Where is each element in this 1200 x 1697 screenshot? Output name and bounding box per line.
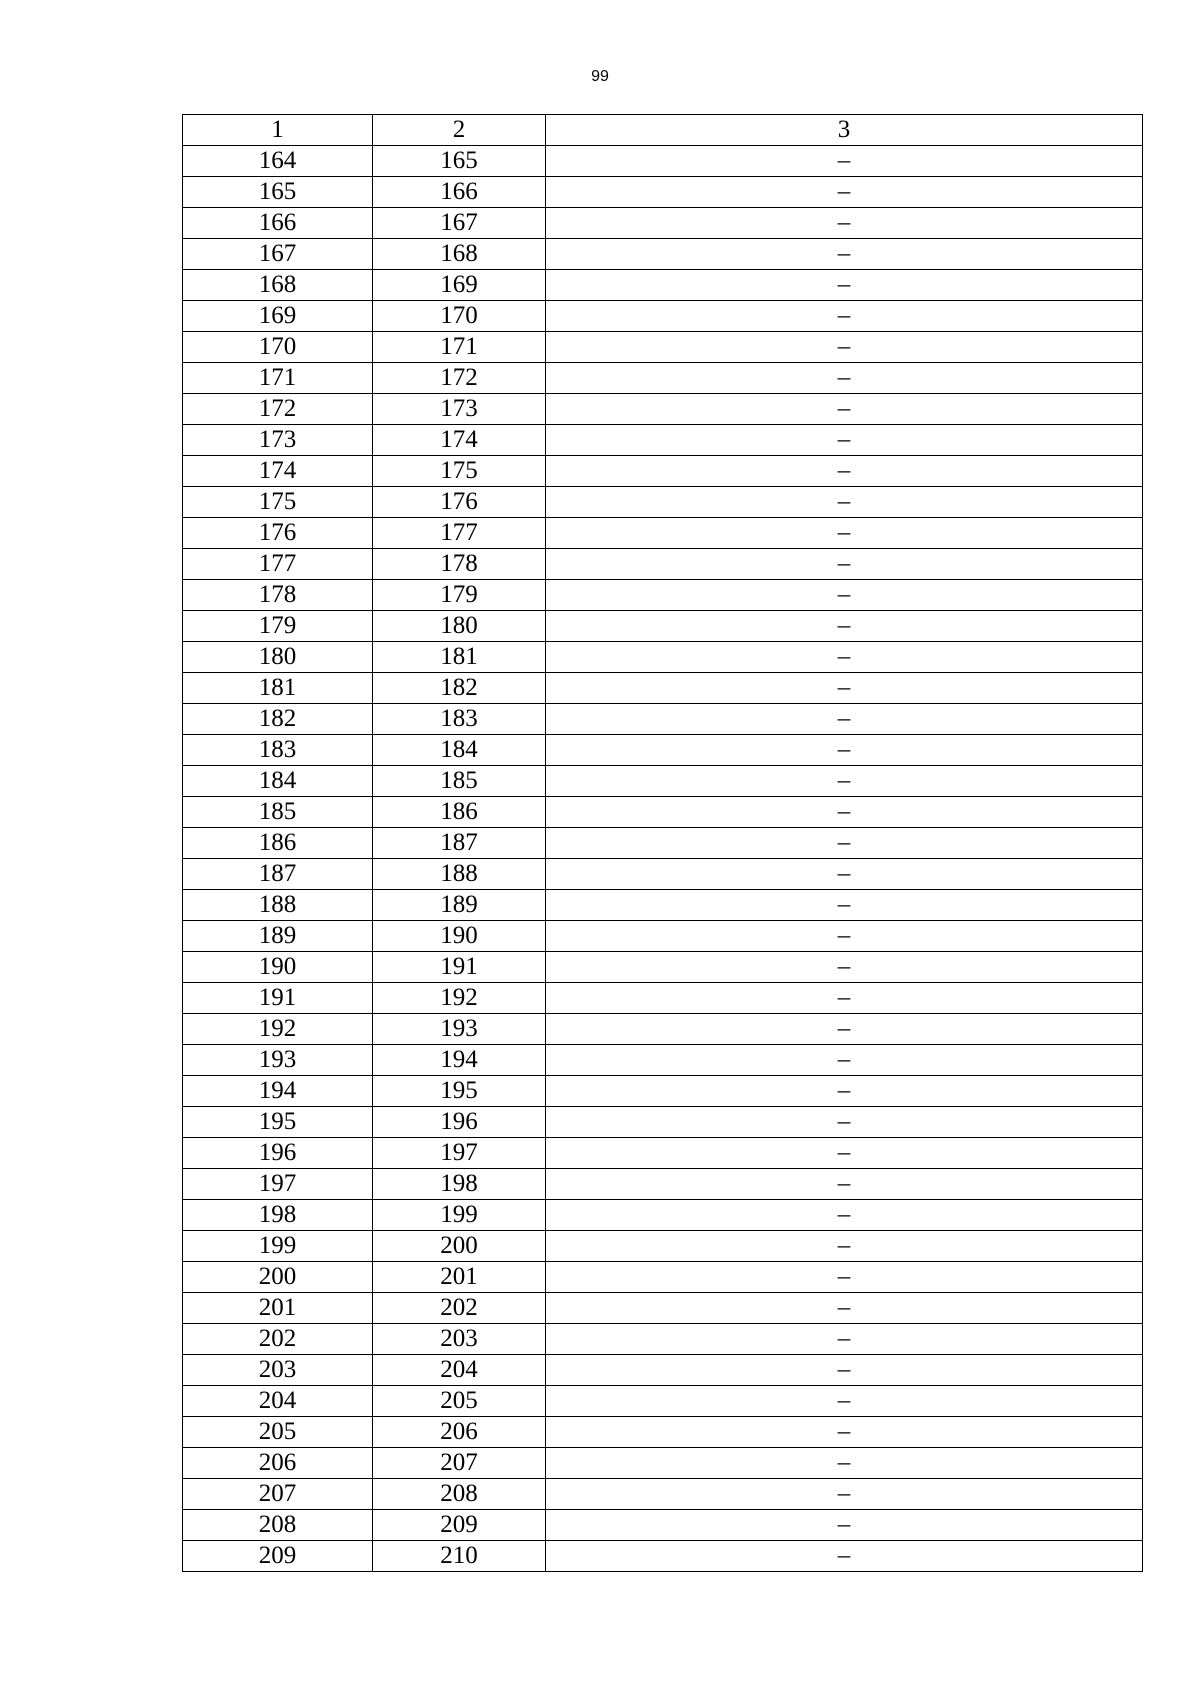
table-cell-col3: – bbox=[546, 1107, 1143, 1138]
table-cell-col1: 170 bbox=[183, 332, 373, 363]
table-cell-col3: – bbox=[546, 735, 1143, 766]
table-cell-col3: – bbox=[546, 1324, 1143, 1355]
table-cell-col3: – bbox=[546, 952, 1143, 983]
table-cell-col2: 200 bbox=[373, 1231, 546, 1262]
table-cell-col2: 210 bbox=[373, 1541, 546, 1572]
table-cell-col1: 179 bbox=[183, 611, 373, 642]
table-cell-col1: 166 bbox=[183, 208, 373, 239]
table-cell-col3: – bbox=[546, 1045, 1143, 1076]
table-row bbox=[183, 270, 1143, 301]
table-cell-col1: 202 bbox=[183, 1324, 373, 1355]
table-row bbox=[183, 1138, 1143, 1169]
table-row bbox=[183, 146, 1143, 177]
table-cell-col1: 175 bbox=[183, 487, 373, 518]
table-cell-col1: 183 bbox=[183, 735, 373, 766]
page-number: 99 bbox=[591, 68, 609, 85]
table-row bbox=[183, 1510, 1143, 1541]
table-cell-col2: 208 bbox=[373, 1479, 546, 1510]
table-cell-col2: 173 bbox=[373, 394, 546, 425]
table-cell-col2: 183 bbox=[373, 704, 546, 735]
table-cell-col3: – bbox=[546, 363, 1143, 394]
table-cell-col3: – bbox=[546, 146, 1143, 177]
table-cell-col3: – bbox=[546, 177, 1143, 208]
table-cell-col3: – bbox=[546, 859, 1143, 890]
table-row bbox=[183, 208, 1143, 239]
table-cell-col3: – bbox=[546, 1231, 1143, 1262]
table-cell-col1: 195 bbox=[183, 1107, 373, 1138]
table-cell-col3: – bbox=[546, 1448, 1143, 1479]
table-cell-col1: 182 bbox=[183, 704, 373, 735]
table-cell-col1: 178 bbox=[183, 580, 373, 611]
table-cell-col3: – bbox=[546, 673, 1143, 704]
table-cell-col2: 172 bbox=[373, 363, 546, 394]
table-cell-col1: 171 bbox=[183, 363, 373, 394]
table-cell-col3: – bbox=[546, 1262, 1143, 1293]
table-row bbox=[183, 549, 1143, 580]
table-cell-col2: 190 bbox=[373, 921, 546, 952]
table-row bbox=[183, 952, 1143, 983]
table-cell-col2: 204 bbox=[373, 1355, 546, 1386]
table-row bbox=[183, 1262, 1143, 1293]
table-cell-col3: – bbox=[546, 1200, 1143, 1231]
table-cell-col1: 199 bbox=[183, 1231, 373, 1262]
table-row bbox=[183, 1386, 1143, 1417]
table-cell-col2: 189 bbox=[373, 890, 546, 921]
table-row bbox=[183, 518, 1143, 549]
table-cell-col3: – bbox=[546, 1417, 1143, 1448]
table-cell-col3: – bbox=[546, 1169, 1143, 1200]
table-cell-col2: 165 bbox=[373, 146, 546, 177]
table-cell-col3: – bbox=[546, 1138, 1143, 1169]
table-cell-col1: 172 bbox=[183, 394, 373, 425]
table-cell-col2: 188 bbox=[373, 859, 546, 890]
table-cell-col2: 174 bbox=[373, 425, 546, 456]
table-row bbox=[183, 1076, 1143, 1107]
table-row bbox=[183, 177, 1143, 208]
table-row bbox=[183, 828, 1143, 859]
table-cell-col3: – bbox=[546, 456, 1143, 487]
table-cell-col1: 169 bbox=[183, 301, 373, 332]
table-cell-col3: – bbox=[546, 921, 1143, 952]
table-cell-col1: 187 bbox=[183, 859, 373, 890]
table-cell-col3: – bbox=[546, 394, 1143, 425]
table-cell-col1: 206 bbox=[183, 1448, 373, 1479]
table-cell-col1: 193 bbox=[183, 1045, 373, 1076]
table-cell-col3: – bbox=[546, 270, 1143, 301]
table-cell-col1: 184 bbox=[183, 766, 373, 797]
table-cell-col2: 184 bbox=[373, 735, 546, 766]
table-cell-col1: 197 bbox=[183, 1169, 373, 1200]
table-cell-col2: 205 bbox=[373, 1386, 546, 1417]
table-row bbox=[183, 983, 1143, 1014]
table-cell-col1: 208 bbox=[183, 1510, 373, 1541]
table-cell-col3: – bbox=[546, 1355, 1143, 1386]
table-row bbox=[183, 859, 1143, 890]
table-cell-col1: 180 bbox=[183, 642, 373, 673]
table-row bbox=[183, 1045, 1143, 1076]
table-cell-col2: 182 bbox=[373, 673, 546, 704]
table-cell-col2: 168 bbox=[373, 239, 546, 270]
table-cell-col2: 192 bbox=[373, 983, 546, 1014]
table-cell-col3: – bbox=[546, 1076, 1143, 1107]
table-cell-col2: 169 bbox=[373, 270, 546, 301]
table-cell-col3: – bbox=[546, 828, 1143, 859]
table-cell-col3: – bbox=[546, 611, 1143, 642]
table-cell-col3: – bbox=[546, 301, 1143, 332]
table-cell-col2: 177 bbox=[373, 518, 546, 549]
table-cell-col3: – bbox=[546, 1014, 1143, 1045]
table-cell-col1: 192 bbox=[183, 1014, 373, 1045]
table-cell-col1: 201 bbox=[183, 1293, 373, 1324]
table-cell-col1: 190 bbox=[183, 952, 373, 983]
table-cell-col1: 209 bbox=[183, 1541, 373, 1572]
table-row bbox=[183, 1355, 1143, 1386]
table-row bbox=[183, 1293, 1143, 1324]
table-cell-col3: – bbox=[546, 642, 1143, 673]
table-cell-col3: – bbox=[546, 890, 1143, 921]
table-row bbox=[183, 239, 1143, 270]
column-header-3: 3 bbox=[546, 115, 1143, 146]
table-row bbox=[183, 921, 1143, 952]
table-row bbox=[183, 1324, 1143, 1355]
table-row bbox=[183, 673, 1143, 704]
table-cell-col2: 202 bbox=[373, 1293, 546, 1324]
table-cell-col2: 193 bbox=[373, 1014, 546, 1045]
table-row bbox=[183, 735, 1143, 766]
table-cell-col2: 176 bbox=[373, 487, 546, 518]
table-cell-col2: 175 bbox=[373, 456, 546, 487]
table-cell-col3: – bbox=[546, 766, 1143, 797]
table-cell-col3: – bbox=[546, 704, 1143, 735]
table-cell-col3: – bbox=[546, 580, 1143, 611]
table-cell-col2: 198 bbox=[373, 1169, 546, 1200]
table-cell-col1: 177 bbox=[183, 549, 373, 580]
table-cell-col3: – bbox=[546, 425, 1143, 456]
table-cell-col2: 171 bbox=[373, 332, 546, 363]
table-cell-col1: 196 bbox=[183, 1138, 373, 1169]
table-cell-col3: – bbox=[546, 797, 1143, 828]
table-row bbox=[183, 425, 1143, 456]
table-cell-col1: 189 bbox=[183, 921, 373, 952]
table-cell-col1: 200 bbox=[183, 1262, 373, 1293]
table-cell-col1: 181 bbox=[183, 673, 373, 704]
table-row bbox=[183, 890, 1143, 921]
table-cell-col2: 203 bbox=[373, 1324, 546, 1355]
table-cell-col3: – bbox=[546, 1479, 1143, 1510]
table-row bbox=[183, 642, 1143, 673]
table-cell-col1: 173 bbox=[183, 425, 373, 456]
table-cell-col1: 165 bbox=[183, 177, 373, 208]
table-cell-col1: 188 bbox=[183, 890, 373, 921]
table-cell-col1: 167 bbox=[183, 239, 373, 270]
table-row bbox=[183, 797, 1143, 828]
table-cell-col2: 209 bbox=[373, 1510, 546, 1541]
table-row bbox=[183, 580, 1143, 611]
table-row bbox=[183, 1541, 1143, 1572]
table-cell-col1: 205 bbox=[183, 1417, 373, 1448]
table-cell-col3: – bbox=[546, 1541, 1143, 1572]
table-row bbox=[183, 332, 1143, 363]
column-header-1: 1 bbox=[183, 115, 373, 146]
column-header-2: 2 bbox=[373, 115, 546, 146]
table-row bbox=[183, 301, 1143, 332]
table-cell-col1: 185 bbox=[183, 797, 373, 828]
table-cell-col1: 174 bbox=[183, 456, 373, 487]
table-row bbox=[183, 611, 1143, 642]
table-row bbox=[183, 1417, 1143, 1448]
table-cell-col1: 194 bbox=[183, 1076, 373, 1107]
table-cell-col3: – bbox=[546, 518, 1143, 549]
table-cell-col2: 207 bbox=[373, 1448, 546, 1479]
table-cell-col3: – bbox=[546, 1510, 1143, 1541]
table-row bbox=[183, 456, 1143, 487]
table-row bbox=[183, 1107, 1143, 1138]
table-cell-col1: 168 bbox=[183, 270, 373, 301]
table-cell-col2: 206 bbox=[373, 1417, 546, 1448]
table-row bbox=[183, 394, 1143, 425]
table-body bbox=[183, 115, 1143, 1572]
table-cell-col2: 196 bbox=[373, 1107, 546, 1138]
table-cell-col3: – bbox=[546, 549, 1143, 580]
table-cell-col2: 178 bbox=[373, 549, 546, 580]
table-row bbox=[183, 1014, 1143, 1045]
table-cell-col1: 191 bbox=[183, 983, 373, 1014]
table-cell-col1: 186 bbox=[183, 828, 373, 859]
table-cell-col2: 187 bbox=[373, 828, 546, 859]
table-cell-col2: 167 bbox=[373, 208, 546, 239]
table-cell-col3: – bbox=[546, 332, 1143, 363]
table-cell-col2: 194 bbox=[373, 1045, 546, 1076]
table-cell-col2: 181 bbox=[373, 642, 546, 673]
table-cell-col2: 197 bbox=[373, 1138, 546, 1169]
table-row bbox=[183, 766, 1143, 797]
table-cell-col2: 201 bbox=[373, 1262, 546, 1293]
table-row bbox=[183, 487, 1143, 518]
table-row bbox=[183, 1169, 1143, 1200]
table-cell-col1: 198 bbox=[183, 1200, 373, 1231]
data-table bbox=[182, 114, 1143, 1572]
table-row bbox=[183, 1448, 1143, 1479]
table-cell-col3: – bbox=[546, 487, 1143, 518]
table-cell-col1: 207 bbox=[183, 1479, 373, 1510]
table-cell-col3: – bbox=[546, 239, 1143, 270]
table-cell-col2: 195 bbox=[373, 1076, 546, 1107]
table-cell-col2: 179 bbox=[373, 580, 546, 611]
table-cell-col3: – bbox=[546, 983, 1143, 1014]
table-cell-col2: 199 bbox=[373, 1200, 546, 1231]
table-cell-col2: 191 bbox=[373, 952, 546, 983]
table-row bbox=[183, 363, 1143, 394]
table-cell-col1: 204 bbox=[183, 1386, 373, 1417]
table-cell-col2: 186 bbox=[373, 797, 546, 828]
table-cell-col3: – bbox=[546, 208, 1143, 239]
table-row bbox=[183, 1479, 1143, 1510]
table-cell-col3: – bbox=[546, 1386, 1143, 1417]
table-cell-col2: 170 bbox=[373, 301, 546, 332]
table-cell-col1: 176 bbox=[183, 518, 373, 549]
table-row bbox=[183, 704, 1143, 735]
table-cell-col2: 180 bbox=[373, 611, 546, 642]
table-cell-col3: – bbox=[546, 1293, 1143, 1324]
table-header-row bbox=[183, 115, 1143, 146]
table-row bbox=[183, 1231, 1143, 1262]
table-cell-col1: 164 bbox=[183, 146, 373, 177]
table-cell-col2: 166 bbox=[373, 177, 546, 208]
table-cell-col2: 185 bbox=[373, 766, 546, 797]
table-row bbox=[183, 1200, 1143, 1231]
table-cell-col1: 203 bbox=[183, 1355, 373, 1386]
